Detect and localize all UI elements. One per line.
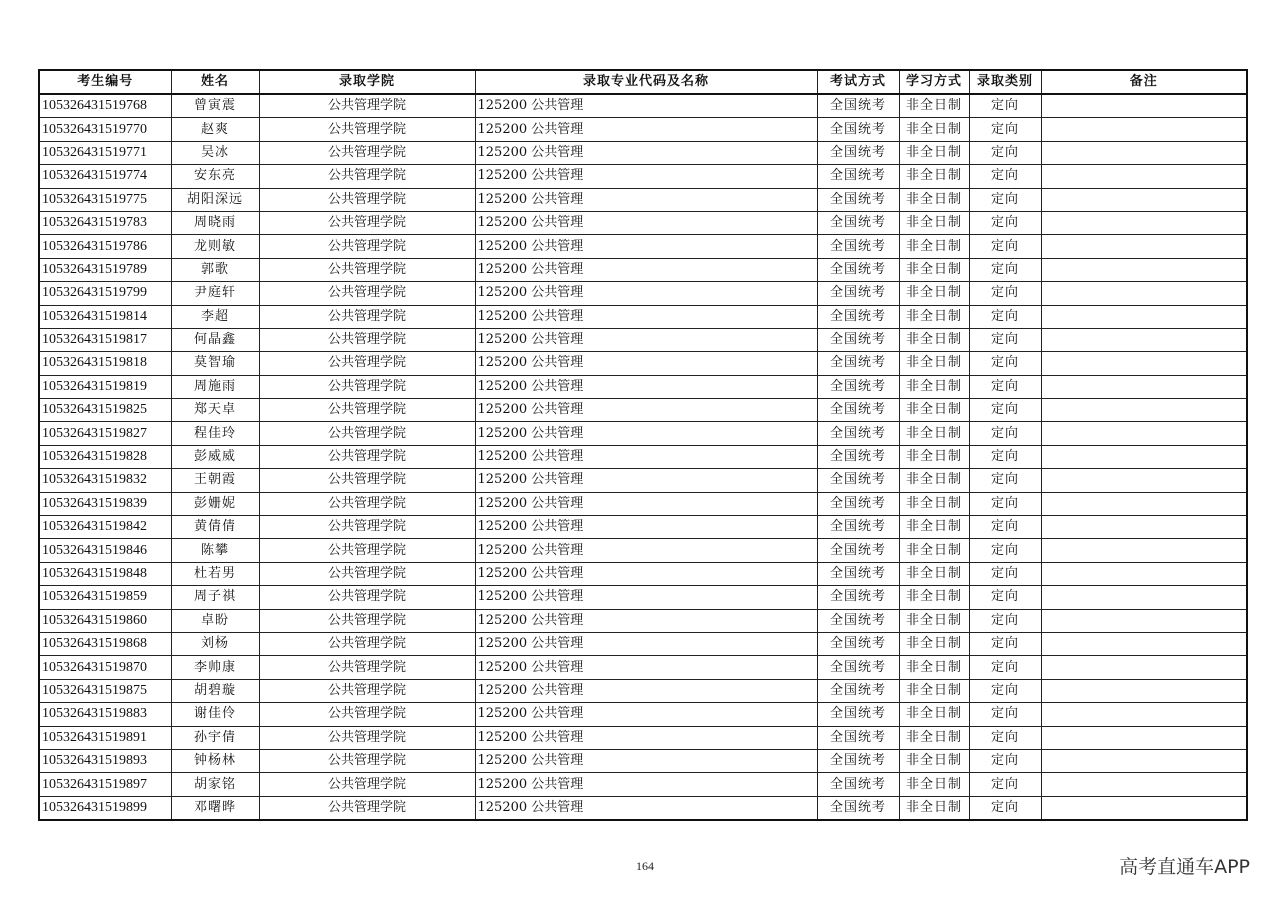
name-cell: 胡碧璇 xyxy=(171,679,259,702)
remarks-cell xyxy=(1041,211,1247,234)
college-cell: 公共管理学院 xyxy=(259,235,475,258)
major-cell: 125200 公共管理 xyxy=(475,118,817,141)
candidate-id-cell: 105326431519893 xyxy=(39,749,171,772)
name-cell: 莫智瑜 xyxy=(171,352,259,375)
candidate-id-cell: 105326431519817 xyxy=(39,328,171,351)
college-cell: 公共管理学院 xyxy=(259,141,475,164)
name-cell: 钟杨林 xyxy=(171,749,259,772)
study-mode-cell: 非全日制 xyxy=(899,141,969,164)
candidate-id-cell: 105326431519846 xyxy=(39,539,171,562)
exam-mode-cell: 全国统考 xyxy=(817,141,899,164)
remarks-cell xyxy=(1041,422,1247,445)
category-cell: 定向 xyxy=(969,282,1041,305)
college-cell: 公共管理学院 xyxy=(259,94,475,118)
remarks-cell xyxy=(1041,328,1247,351)
candidate-id-cell: 105326431519868 xyxy=(39,632,171,655)
major-cell: 125200 公共管理 xyxy=(475,141,817,164)
exam-mode-cell: 全国统考 xyxy=(817,165,899,188)
table-row xyxy=(39,352,1247,375)
page-number: 164 xyxy=(636,859,654,873)
category-cell: 定向 xyxy=(969,726,1041,749)
college-cell: 公共管理学院 xyxy=(259,445,475,468)
study-mode-cell: 非全日制 xyxy=(899,492,969,515)
college-cell: 公共管理学院 xyxy=(259,796,475,820)
header-exam-mode: 考试方式 xyxy=(817,70,899,94)
study-mode-cell: 非全日制 xyxy=(899,445,969,468)
major-cell: 125200 公共管理 xyxy=(475,516,817,539)
college-cell: 公共管理学院 xyxy=(259,469,475,492)
study-mode-cell: 非全日制 xyxy=(899,539,969,562)
table-row xyxy=(39,165,1247,188)
major-cell: 125200 公共管理 xyxy=(475,656,817,679)
candidate-id-cell: 105326431519883 xyxy=(39,703,171,726)
college-cell: 公共管理学院 xyxy=(259,562,475,585)
exam-mode-cell: 全国统考 xyxy=(817,656,899,679)
remarks-cell xyxy=(1041,445,1247,468)
remarks-cell xyxy=(1041,492,1247,515)
watermark-text: 高考直通车APP xyxy=(1119,856,1250,878)
candidate-id-cell: 105326431519825 xyxy=(39,399,171,422)
exam-mode-cell: 全国统考 xyxy=(817,328,899,351)
remarks-cell xyxy=(1041,282,1247,305)
name-cell: 卓盼 xyxy=(171,609,259,632)
table-body xyxy=(39,94,1247,820)
name-cell: 尹庭轩 xyxy=(171,282,259,305)
exam-mode-cell: 全国统考 xyxy=(817,118,899,141)
remarks-cell xyxy=(1041,609,1247,632)
header-study-mode: 学习方式 xyxy=(899,70,969,94)
major-cell: 125200 公共管理 xyxy=(475,235,817,258)
college-cell: 公共管理学院 xyxy=(259,352,475,375)
college-cell: 公共管理学院 xyxy=(259,516,475,539)
candidate-id-cell: 105326431519859 xyxy=(39,586,171,609)
candidate-id-cell: 105326431519775 xyxy=(39,188,171,211)
study-mode-cell: 非全日制 xyxy=(899,586,969,609)
remarks-cell xyxy=(1041,375,1247,398)
name-cell: 周晓雨 xyxy=(171,211,259,234)
major-cell: 125200 公共管理 xyxy=(475,211,817,234)
candidate-id-cell: 105326431519819 xyxy=(39,375,171,398)
candidate-id-cell: 105326431519770 xyxy=(39,118,171,141)
header-name: 姓名 xyxy=(171,70,259,94)
candidate-id-cell: 105326431519768 xyxy=(39,94,171,118)
remarks-cell xyxy=(1041,562,1247,585)
exam-mode-cell: 全国统考 xyxy=(817,586,899,609)
remarks-cell xyxy=(1041,399,1247,422)
category-cell: 定向 xyxy=(969,328,1041,351)
major-cell: 125200 公共管理 xyxy=(475,422,817,445)
table-row xyxy=(39,726,1247,749)
table-row xyxy=(39,282,1247,305)
admission-roster-table xyxy=(38,69,1248,821)
study-mode-cell: 非全日制 xyxy=(899,632,969,655)
college-cell: 公共管理学院 xyxy=(259,422,475,445)
remarks-cell xyxy=(1041,305,1247,328)
exam-mode-cell: 全国统考 xyxy=(817,445,899,468)
header-category: 录取类别 xyxy=(969,70,1041,94)
study-mode-cell: 非全日制 xyxy=(899,656,969,679)
remarks-cell xyxy=(1041,539,1247,562)
study-mode-cell: 非全日制 xyxy=(899,375,969,398)
college-cell: 公共管理学院 xyxy=(259,492,475,515)
college-cell: 公共管理学院 xyxy=(259,211,475,234)
major-cell: 125200 公共管理 xyxy=(475,539,817,562)
major-cell: 125200 公共管理 xyxy=(475,352,817,375)
table-header-row xyxy=(39,70,1247,94)
candidate-id-cell: 105326431519827 xyxy=(39,422,171,445)
table-row xyxy=(39,399,1247,422)
major-cell: 125200 公共管理 xyxy=(475,562,817,585)
table-row xyxy=(39,469,1247,492)
study-mode-cell: 非全日制 xyxy=(899,609,969,632)
candidate-id-cell: 105326431519818 xyxy=(39,352,171,375)
study-mode-cell: 非全日制 xyxy=(899,235,969,258)
candidate-id-cell: 105326431519891 xyxy=(39,726,171,749)
study-mode-cell: 非全日制 xyxy=(899,749,969,772)
exam-mode-cell: 全国统考 xyxy=(817,469,899,492)
major-cell: 125200 公共管理 xyxy=(475,726,817,749)
table-row xyxy=(39,141,1247,164)
remarks-cell xyxy=(1041,703,1247,726)
candidate-id-cell: 105326431519814 xyxy=(39,305,171,328)
candidate-id-cell: 105326431519786 xyxy=(39,235,171,258)
study-mode-cell: 非全日制 xyxy=(899,773,969,796)
exam-mode-cell: 全国统考 xyxy=(817,703,899,726)
candidate-id-cell: 105326431519842 xyxy=(39,516,171,539)
major-cell: 125200 公共管理 xyxy=(475,399,817,422)
study-mode-cell: 非全日制 xyxy=(899,422,969,445)
candidate-id-cell: 105326431519860 xyxy=(39,609,171,632)
remarks-cell xyxy=(1041,726,1247,749)
category-cell: 定向 xyxy=(969,375,1041,398)
remarks-cell xyxy=(1041,632,1247,655)
remarks-cell xyxy=(1041,516,1247,539)
college-cell: 公共管理学院 xyxy=(259,188,475,211)
remarks-cell xyxy=(1041,773,1247,796)
study-mode-cell: 非全日制 xyxy=(899,165,969,188)
major-cell: 125200 公共管理 xyxy=(475,165,817,188)
name-cell: 李帅康 xyxy=(171,656,259,679)
exam-mode-cell: 全国统考 xyxy=(817,352,899,375)
candidate-id-cell: 105326431519783 xyxy=(39,211,171,234)
study-mode-cell: 非全日制 xyxy=(899,188,969,211)
major-cell: 125200 公共管理 xyxy=(475,749,817,772)
study-mode-cell: 非全日制 xyxy=(899,211,969,234)
study-mode-cell: 非全日制 xyxy=(899,516,969,539)
exam-mode-cell: 全国统考 xyxy=(817,516,899,539)
candidate-id-cell: 105326431519899 xyxy=(39,796,171,820)
study-mode-cell: 非全日制 xyxy=(899,94,969,118)
table-row xyxy=(39,305,1247,328)
exam-mode-cell: 全国统考 xyxy=(817,188,899,211)
exam-mode-cell: 全国统考 xyxy=(817,726,899,749)
major-cell: 125200 公共管理 xyxy=(475,679,817,702)
major-cell: 125200 公共管理 xyxy=(475,282,817,305)
study-mode-cell: 非全日制 xyxy=(899,328,969,351)
exam-mode-cell: 全国统考 xyxy=(817,399,899,422)
college-cell: 公共管理学院 xyxy=(259,773,475,796)
remarks-cell xyxy=(1041,141,1247,164)
table-row xyxy=(39,235,1247,258)
name-cell: 王朝霞 xyxy=(171,469,259,492)
college-cell: 公共管理学院 xyxy=(259,118,475,141)
name-cell: 谢佳伶 xyxy=(171,703,259,726)
study-mode-cell: 非全日制 xyxy=(899,796,969,820)
table-row xyxy=(39,94,1247,118)
header-remarks: 备注 xyxy=(1041,70,1247,94)
exam-mode-cell: 全国统考 xyxy=(817,749,899,772)
table-row xyxy=(39,679,1247,702)
remarks-cell xyxy=(1041,679,1247,702)
major-cell: 125200 公共管理 xyxy=(475,609,817,632)
table-row xyxy=(39,118,1247,141)
exam-mode-cell: 全国统考 xyxy=(817,609,899,632)
major-cell: 125200 公共管理 xyxy=(475,375,817,398)
major-cell: 125200 公共管理 xyxy=(475,796,817,820)
college-cell: 公共管理学院 xyxy=(259,539,475,562)
candidate-id-cell: 105326431519771 xyxy=(39,141,171,164)
table-row xyxy=(39,445,1247,468)
major-cell: 125200 公共管理 xyxy=(475,305,817,328)
category-cell: 定向 xyxy=(969,749,1041,772)
exam-mode-cell: 全国统考 xyxy=(817,235,899,258)
category-cell: 定向 xyxy=(969,445,1041,468)
study-mode-cell: 非全日制 xyxy=(899,399,969,422)
name-cell: 胡家铭 xyxy=(171,773,259,796)
college-cell: 公共管理学院 xyxy=(259,749,475,772)
name-cell: 胡阳深远 xyxy=(171,188,259,211)
name-cell: 黄倩倩 xyxy=(171,516,259,539)
exam-mode-cell: 全国统考 xyxy=(817,796,899,820)
category-cell: 定向 xyxy=(969,562,1041,585)
category-cell: 定向 xyxy=(969,773,1041,796)
college-cell: 公共管理学院 xyxy=(259,679,475,702)
table-row xyxy=(39,796,1247,820)
category-cell: 定向 xyxy=(969,399,1041,422)
table-row xyxy=(39,656,1247,679)
major-cell: 125200 公共管理 xyxy=(475,445,817,468)
category-cell: 定向 xyxy=(969,94,1041,118)
category-cell: 定向 xyxy=(969,469,1041,492)
college-cell: 公共管理学院 xyxy=(259,609,475,632)
major-cell: 125200 公共管理 xyxy=(475,492,817,515)
table-row xyxy=(39,539,1247,562)
major-cell: 125200 公共管理 xyxy=(475,586,817,609)
remarks-cell xyxy=(1041,235,1247,258)
category-cell: 定向 xyxy=(969,796,1041,820)
college-cell: 公共管理学院 xyxy=(259,375,475,398)
exam-mode-cell: 全国统考 xyxy=(817,375,899,398)
category-cell: 定向 xyxy=(969,305,1041,328)
table-row xyxy=(39,632,1247,655)
remarks-cell xyxy=(1041,352,1247,375)
category-cell: 定向 xyxy=(969,352,1041,375)
exam-mode-cell: 全国统考 xyxy=(817,211,899,234)
category-cell: 定向 xyxy=(969,586,1041,609)
study-mode-cell: 非全日制 xyxy=(899,562,969,585)
name-cell: 彭威威 xyxy=(171,445,259,468)
exam-mode-cell: 全国统考 xyxy=(817,492,899,515)
table-row xyxy=(39,375,1247,398)
name-cell: 杜若男 xyxy=(171,562,259,585)
name-cell: 周施雨 xyxy=(171,375,259,398)
major-cell: 125200 公共管理 xyxy=(475,703,817,726)
exam-mode-cell: 全国统考 xyxy=(817,94,899,118)
name-cell: 何晶鑫 xyxy=(171,328,259,351)
category-cell: 定向 xyxy=(969,539,1041,562)
major-cell: 125200 公共管理 xyxy=(475,773,817,796)
table-row xyxy=(39,749,1247,772)
header-major: 录取专业代码及名称 xyxy=(475,70,817,94)
table-row xyxy=(39,258,1247,281)
table-row xyxy=(39,422,1247,445)
category-cell: 定向 xyxy=(969,492,1041,515)
remarks-cell xyxy=(1041,258,1247,281)
major-cell: 125200 公共管理 xyxy=(475,469,817,492)
study-mode-cell: 非全日制 xyxy=(899,258,969,281)
exam-mode-cell: 全国统考 xyxy=(817,679,899,702)
category-cell: 定向 xyxy=(969,703,1041,726)
remarks-cell xyxy=(1041,656,1247,679)
category-cell: 定向 xyxy=(969,141,1041,164)
remarks-cell xyxy=(1041,469,1247,492)
candidate-id-cell: 105326431519875 xyxy=(39,679,171,702)
remarks-cell xyxy=(1041,749,1247,772)
study-mode-cell: 非全日制 xyxy=(899,352,969,375)
study-mode-cell: 非全日制 xyxy=(899,282,969,305)
major-cell: 125200 公共管理 xyxy=(475,188,817,211)
major-cell: 125200 公共管理 xyxy=(475,258,817,281)
name-cell: 陈攀 xyxy=(171,539,259,562)
exam-mode-cell: 全国统考 xyxy=(817,539,899,562)
candidate-id-cell: 105326431519832 xyxy=(39,469,171,492)
remarks-cell xyxy=(1041,165,1247,188)
category-cell: 定向 xyxy=(969,632,1041,655)
category-cell: 定向 xyxy=(969,118,1041,141)
exam-mode-cell: 全国统考 xyxy=(817,562,899,585)
table-row xyxy=(39,609,1247,632)
name-cell: 曾寅震 xyxy=(171,94,259,118)
college-cell: 公共管理学院 xyxy=(259,399,475,422)
name-cell: 龙则敏 xyxy=(171,235,259,258)
candidate-id-cell: 105326431519870 xyxy=(39,656,171,679)
category-cell: 定向 xyxy=(969,235,1041,258)
remarks-cell xyxy=(1041,94,1247,118)
name-cell: 吴冰 xyxy=(171,141,259,164)
study-mode-cell: 非全日制 xyxy=(899,469,969,492)
major-cell: 125200 公共管理 xyxy=(475,328,817,351)
name-cell: 孙宇倩 xyxy=(171,726,259,749)
category-cell: 定向 xyxy=(969,656,1041,679)
category-cell: 定向 xyxy=(969,679,1041,702)
candidate-id-cell: 105326431519839 xyxy=(39,492,171,515)
exam-mode-cell: 全国统考 xyxy=(817,773,899,796)
study-mode-cell: 非全日制 xyxy=(899,703,969,726)
name-cell: 安东亮 xyxy=(171,165,259,188)
table-row xyxy=(39,703,1247,726)
college-cell: 公共管理学院 xyxy=(259,703,475,726)
candidate-id-cell: 105326431519774 xyxy=(39,165,171,188)
study-mode-cell: 非全日制 xyxy=(899,679,969,702)
table-row xyxy=(39,492,1247,515)
college-cell: 公共管理学院 xyxy=(259,586,475,609)
college-cell: 公共管理学院 xyxy=(259,328,475,351)
category-cell: 定向 xyxy=(969,516,1041,539)
name-cell: 李超 xyxy=(171,305,259,328)
name-cell: 程佳玲 xyxy=(171,422,259,445)
name-cell: 郑天卓 xyxy=(171,399,259,422)
table-row xyxy=(39,328,1247,351)
exam-mode-cell: 全国统考 xyxy=(817,282,899,305)
name-cell: 刘杨 xyxy=(171,632,259,655)
college-cell: 公共管理学院 xyxy=(259,726,475,749)
table-row xyxy=(39,188,1247,211)
table-row xyxy=(39,586,1247,609)
category-cell: 定向 xyxy=(969,258,1041,281)
college-cell: 公共管理学院 xyxy=(259,656,475,679)
table-row xyxy=(39,773,1247,796)
study-mode-cell: 非全日制 xyxy=(899,305,969,328)
major-cell: 125200 公共管理 xyxy=(475,632,817,655)
candidate-id-cell: 105326431519848 xyxy=(39,562,171,585)
study-mode-cell: 非全日制 xyxy=(899,726,969,749)
candidate-id-cell: 105326431519828 xyxy=(39,445,171,468)
table-row xyxy=(39,211,1247,234)
candidate-id-cell: 105326431519799 xyxy=(39,282,171,305)
name-cell: 周子祺 xyxy=(171,586,259,609)
college-cell: 公共管理学院 xyxy=(259,165,475,188)
college-cell: 公共管理学院 xyxy=(259,305,475,328)
category-cell: 定向 xyxy=(969,165,1041,188)
candidate-id-cell: 105326431519789 xyxy=(39,258,171,281)
name-cell: 赵爽 xyxy=(171,118,259,141)
remarks-cell xyxy=(1041,796,1247,820)
remarks-cell xyxy=(1041,118,1247,141)
college-cell: 公共管理学院 xyxy=(259,632,475,655)
college-cell: 公共管理学院 xyxy=(259,258,475,281)
category-cell: 定向 xyxy=(969,609,1041,632)
exam-mode-cell: 全国统考 xyxy=(817,305,899,328)
name-cell: 郭歌 xyxy=(171,258,259,281)
exam-mode-cell: 全国统考 xyxy=(817,258,899,281)
remarks-cell xyxy=(1041,188,1247,211)
category-cell: 定向 xyxy=(969,188,1041,211)
table-row xyxy=(39,562,1247,585)
remarks-cell xyxy=(1041,586,1247,609)
candidate-id-cell: 105326431519897 xyxy=(39,773,171,796)
header-college: 录取学院 xyxy=(259,70,475,94)
exam-mode-cell: 全国统考 xyxy=(817,632,899,655)
major-cell: 125200 公共管理 xyxy=(475,94,817,118)
name-cell: 彭姗妮 xyxy=(171,492,259,515)
exam-mode-cell: 全国统考 xyxy=(817,422,899,445)
name-cell: 邓曙晔 xyxy=(171,796,259,820)
study-mode-cell: 非全日制 xyxy=(899,118,969,141)
category-cell: 定向 xyxy=(969,211,1041,234)
header-candidate-id: 考生编号 xyxy=(39,70,171,94)
category-cell: 定向 xyxy=(969,422,1041,445)
college-cell: 公共管理学院 xyxy=(259,282,475,305)
table-row xyxy=(39,516,1247,539)
